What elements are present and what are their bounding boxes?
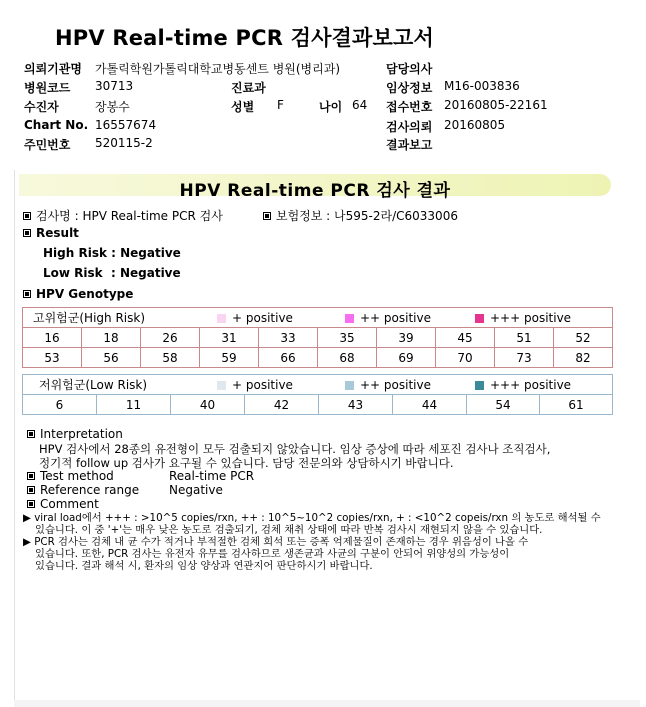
low-risk-result: Low Risk : Negative <box>43 266 181 280</box>
reference-row <box>27 483 139 497</box>
patient-label: 수진자 <box>24 100 59 114</box>
genotype-cell: 54 <box>467 395 540 415</box>
receipt-no-label: 접수번호 <box>386 100 433 114</box>
genotype-cell: 11 <box>97 395 171 415</box>
receipt-no-value: 20160805-22161 <box>444 98 548 112</box>
square-bullet-icon <box>27 430 35 438</box>
square-bullet-icon <box>23 229 31 237</box>
legend-plus: + positive <box>217 378 293 392</box>
genotype-cell: 45 <box>436 328 495 348</box>
genotype-cell: 59 <box>200 348 259 368</box>
genotype-cell: 33 <box>259 328 318 348</box>
org-label: 의뢰기관명 <box>24 62 82 76</box>
triangle-bullet-icon: ▶ <box>23 536 35 548</box>
interpretation-heading-row <box>27 427 123 441</box>
genotype-cell: 31 <box>200 328 259 348</box>
genotype-cell: 18 <box>82 328 141 348</box>
banner-title: HPV Real-time PCR 검사 결과 <box>179 181 451 201</box>
interpretation-heading: Interpretation <box>40 427 123 441</box>
low-risk-table <box>22 374 613 415</box>
insurance-row <box>263 207 458 224</box>
page-bottom-bar <box>14 700 640 707</box>
genotype-cell: 40 <box>171 395 245 415</box>
low-risk-row <box>23 395 613 415</box>
legend-plus: + positive <box>217 311 293 325</box>
interpretation-line-2: 정기적 follow up 검사가 요구될 수 있습니다. 담당 전문의와 상담하시기 바랍니다. <box>39 456 454 470</box>
test-method-row <box>27 469 114 483</box>
genotype-cell: 35 <box>318 328 377 348</box>
triangle-bullet-icon: ▶ <box>23 512 35 524</box>
genotype-heading-row <box>23 287 133 301</box>
square-bullet-icon <box>23 212 31 220</box>
square-bullet-icon <box>27 500 35 508</box>
comment-heading-row <box>27 497 99 511</box>
high-risk-label: 고위험군(High Risk) <box>33 311 145 325</box>
legend-plus-plus-plus: +++ positive <box>475 378 571 392</box>
comment-bullet-2-line-2: 있습니다. 또한, PCR 검사는 유전자 유무를 검사하므로 생존균과 사균의 구분이 안되어 위양성의 가능성이 <box>35 548 510 560</box>
square-bullet-icon <box>263 212 271 220</box>
legend-plus-plus-plus: +++ positive <box>475 311 571 325</box>
square-bullet-icon <box>23 290 31 298</box>
resident-no-label: 주민번호 <box>24 138 71 152</box>
low-risk-header <box>23 375 613 395</box>
genotype-cell: 52 <box>554 328 613 348</box>
legend-swatch-magenta <box>475 314 484 323</box>
result-banner <box>19 174 611 201</box>
test-method-label: Test method <box>40 469 114 483</box>
high-risk-row-1 <box>23 328 613 348</box>
hospital-code-value: 30713 <box>95 79 134 93</box>
low-risk-label: 저위험군(Low Risk) <box>39 378 148 392</box>
comment-bullet-2-line-3: 있습니다. 결과 해석 시, 환자의 임상 양상과 연관지어 판단하시기 바랍니다. <box>35 560 373 572</box>
comment-bullet-1-line-1: ▶ viral load에서 +++ : >10^5 copies/rxn, ++ : 10^5~10^2 copies/rxn, + : <10^2 copeis/rxn 의 농도로 해석될 수 <box>23 512 601 524</box>
patient-value: 장봉수 <box>95 100 130 114</box>
genotype-cell: 69 <box>377 348 436 368</box>
result-heading: Result <box>36 226 79 240</box>
test-name: 검사명 : HPV Real-time PCR 검사 <box>36 209 223 223</box>
org-value: 가톨릭학원가톨릭대학교병동센트 병원(병리과) <box>95 62 341 76</box>
genotype-cell: 68 <box>318 348 377 368</box>
interpretation-line-1: HPV 검사에서 28종의 유전형이 모두 검출되지 않았습니다. 임상 증상에 따라 세포진 검사나 조직검사, <box>39 442 551 456</box>
genotype-cell: 16 <box>23 328 82 348</box>
legend-swatch-light-pink <box>217 314 226 323</box>
result-heading-row <box>23 226 79 240</box>
result-sheet <box>14 170 641 700</box>
reference-label: Reference range <box>40 483 140 497</box>
genotype-cell: 51 <box>495 328 554 348</box>
age-label: 나이 <box>319 100 343 114</box>
high-risk-table <box>22 307 613 368</box>
report-label: 결과보고 <box>386 138 433 152</box>
reference-value: Negative <box>169 483 223 497</box>
high-risk-header <box>23 308 613 328</box>
clinical-info-label: 임상정보 <box>386 81 433 95</box>
square-bullet-icon <box>27 486 35 494</box>
sex-label: 성별 <box>231 100 255 114</box>
legend-swatch-light-blue <box>217 381 226 390</box>
doctor-label: 담당의사 <box>386 62 433 76</box>
genotype-cell: 53 <box>23 348 82 368</box>
genotype-cell: 6 <box>23 395 97 415</box>
comment-bullet-1-line-2: 있습니다. 이 중 '+'는 매우 낮은 농도로 검출되기, 검체 채취 상태에 따라 반복 검사시 재현되지 않을 수 있습니다. <box>35 524 543 536</box>
legend-plus-plus: ++ positive <box>345 311 431 325</box>
report-title: HPV Real-time PCR 검사결과보고서 <box>55 26 434 50</box>
genotype-cell: 43 <box>319 395 393 415</box>
high-risk-row-2 <box>23 348 613 368</box>
genotype-heading: HPV Genotype <box>36 287 134 301</box>
comment-bullet-2-line-1: ▶ PCR 검사는 검체 내 균 수가 적거나 부적절한 검체 희석 또는 증폭 억제물질이 존재하는 경우 위음성이 나올 수 <box>23 536 529 548</box>
genotype-cell: 73 <box>495 348 554 368</box>
genotype-cell: 61 <box>540 395 613 415</box>
legend-swatch-teal <box>475 381 484 390</box>
legend-plus-plus: ++ positive <box>345 378 431 392</box>
genotype-cell: 82 <box>554 348 613 368</box>
genotype-cell: 66 <box>259 348 318 368</box>
department-label: 진료과 <box>231 81 266 95</box>
square-bullet-icon <box>27 472 35 480</box>
genotype-cell: 42 <box>245 395 319 415</box>
hospital-code-label: 병원코드 <box>24 81 71 95</box>
age-value: 64 <box>352 98 368 112</box>
sex-value: F <box>277 98 284 112</box>
genotype-cell: 44 <box>393 395 467 415</box>
high-risk-result: High Risk : Negative <box>43 246 181 260</box>
request-date-label: 검사의뢰 <box>386 120 433 134</box>
test-name-row <box>23 207 223 224</box>
genotype-cell: 58 <box>141 348 200 368</box>
chart-no-value: 16557674 <box>95 118 157 132</box>
genotype-cell: 39 <box>377 328 436 348</box>
test-method-value: Real-time PCR <box>169 469 255 483</box>
legend-swatch-blue <box>345 381 354 390</box>
genotype-cell: 70 <box>436 348 495 368</box>
clinical-info-value: M16-003836 <box>444 79 520 93</box>
legend-swatch-pink <box>345 314 354 323</box>
comment-heading: Comment <box>40 497 99 511</box>
insurance-info: 보험정보 : 나595-2라/C6033006 <box>276 209 458 223</box>
request-date-value: 20160805 <box>444 118 506 132</box>
genotype-cell: 56 <box>82 348 141 368</box>
resident-no-value: 520115-2 <box>95 136 153 150</box>
chart-no-label: Chart No. <box>24 118 89 132</box>
genotype-cell: 26 <box>141 328 200 348</box>
